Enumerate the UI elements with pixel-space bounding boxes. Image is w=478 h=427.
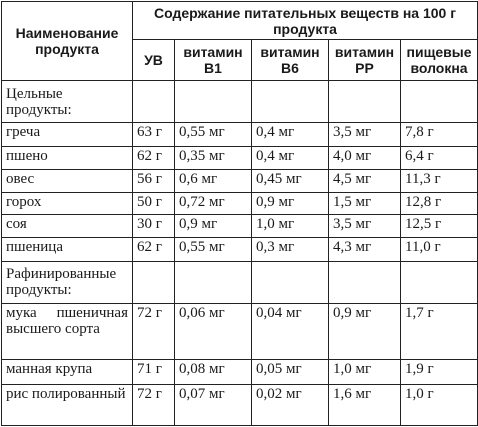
product-name: соя bbox=[2, 215, 133, 237]
col-header-fiber: пищевые волокна bbox=[401, 40, 478, 81]
value-b1: 0,55 мг bbox=[175, 237, 252, 261]
table-row bbox=[2, 123, 478, 147]
value-b1: 0,55 мг bbox=[175, 123, 252, 147]
value-carbs: 62 г bbox=[133, 147, 175, 170]
table-row bbox=[2, 193, 478, 215]
value-fiber: 11,3 г bbox=[401, 170, 478, 193]
value-carbs: 56 г bbox=[133, 170, 175, 193]
table-row bbox=[2, 170, 478, 193]
product-name: мука пшеничная высшего сорта bbox=[2, 303, 133, 359]
value-b6: 0,4 мг bbox=[252, 123, 329, 147]
col-header-b6: витамин В6 bbox=[252, 40, 329, 81]
table-row bbox=[2, 384, 478, 425]
value-fiber: 7,8 г bbox=[401, 123, 478, 147]
table-row bbox=[2, 303, 478, 359]
value-pp: 1,5 мг bbox=[329, 193, 401, 215]
value-b6: 0,02 мг bbox=[252, 384, 329, 425]
value-b1: 0,72 мг bbox=[175, 193, 252, 215]
col-header-b1: витамин В1 bbox=[175, 40, 252, 81]
product-name-header: Наименование продукта bbox=[2, 2, 133, 81]
value-b1: 0,6 мг bbox=[175, 170, 252, 193]
header-row-top bbox=[2, 2, 478, 40]
value-b6: 0,3 мг bbox=[252, 237, 329, 261]
product-name: греча bbox=[2, 123, 133, 147]
value-fiber: 12,5 г bbox=[401, 215, 478, 237]
product-name: горох bbox=[2, 193, 133, 215]
value-carbs: 71 г bbox=[133, 359, 175, 384]
group-label-whole: Цельные продукты: bbox=[2, 81, 133, 123]
value-pp: 3,5 мг bbox=[329, 215, 401, 237]
nutrients-group-header: Содержание питательных веществ на 100 г продукта bbox=[133, 2, 478, 40]
table-row bbox=[2, 359, 478, 384]
value-b6: 0,4 мг bbox=[252, 147, 329, 170]
value-b1: 0,9 мг bbox=[175, 215, 252, 237]
value-b1: 0,07 мг bbox=[175, 384, 252, 425]
value-pp: 4,3 мг bbox=[329, 237, 401, 261]
value-carbs: 50 г bbox=[133, 193, 175, 215]
value-pp: 1,0 мг bbox=[329, 359, 401, 384]
value-fiber: 11,0 г bbox=[401, 237, 478, 261]
value-pp: 1,6 мг bbox=[329, 384, 401, 425]
value-b1: 0,08 мг bbox=[175, 359, 252, 384]
value-b6: 0,04 мг bbox=[252, 303, 329, 359]
product-name: пшеница bbox=[2, 237, 133, 261]
product-name: манная крупа bbox=[2, 359, 133, 384]
group-row bbox=[2, 81, 478, 123]
table-row bbox=[2, 147, 478, 170]
value-fiber: 6,4 г bbox=[401, 147, 478, 170]
value-b1: 0,35 мг bbox=[175, 147, 252, 170]
product-name: рис полированный bbox=[2, 384, 133, 425]
value-fiber: 12,8 г bbox=[401, 193, 478, 215]
value-b6: 1,0 мг bbox=[252, 215, 329, 237]
table-row bbox=[2, 215, 478, 237]
value-b6: 0,05 мг bbox=[252, 359, 329, 384]
value-b1: 0,06 мг bbox=[175, 303, 252, 359]
nutrient-table bbox=[1, 1, 478, 426]
group-row bbox=[2, 261, 478, 303]
value-pp: 4,0 мг bbox=[329, 147, 401, 170]
value-pp: 3,5 мг bbox=[329, 123, 401, 147]
value-fiber: 1,0 г bbox=[401, 384, 478, 425]
value-carbs: 30 г bbox=[133, 215, 175, 237]
value-b6: 0,45 мг bbox=[252, 170, 329, 193]
value-carbs: 62 г bbox=[133, 237, 175, 261]
product-name: пшено bbox=[2, 147, 133, 170]
value-fiber: 1,7 г bbox=[401, 303, 478, 359]
col-header-carbs: УВ bbox=[133, 40, 175, 81]
value-pp: 0,9 мг bbox=[329, 303, 401, 359]
group-label-refined: Рафинированные продукты: bbox=[2, 261, 133, 303]
value-fiber: 1,9 г bbox=[401, 359, 478, 384]
value-carbs: 63 г bbox=[133, 123, 175, 147]
table-row bbox=[2, 237, 478, 261]
col-header-pp: витамин РР bbox=[329, 40, 401, 81]
value-b6: 0,9 мг bbox=[252, 193, 329, 215]
value-carbs: 72 г bbox=[133, 303, 175, 359]
value-carbs: 72 г bbox=[133, 384, 175, 425]
value-pp: 4,5 мг bbox=[329, 170, 401, 193]
product-name: овес bbox=[2, 170, 133, 193]
